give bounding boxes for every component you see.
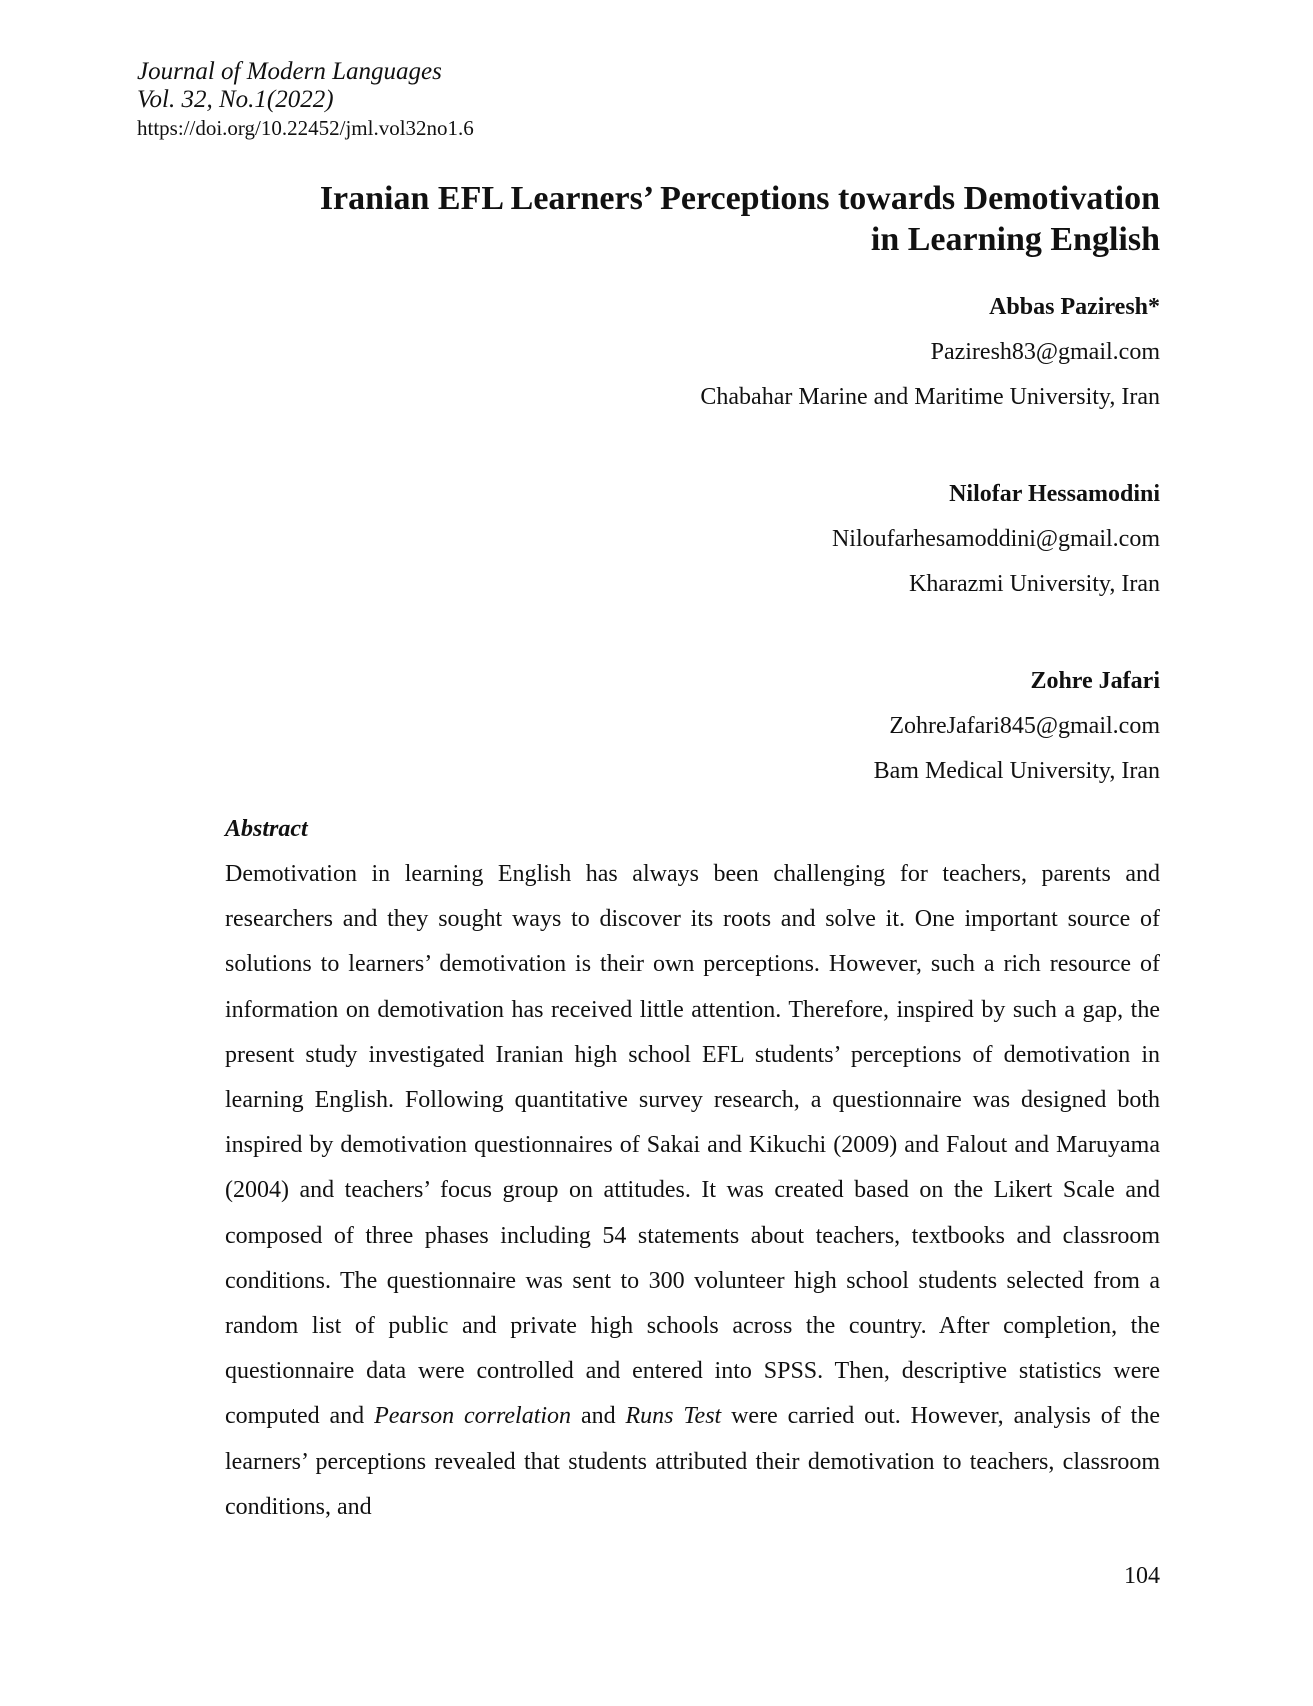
- author-block: [260, 285, 1160, 420]
- page-number: 104: [1124, 1563, 1160, 1589]
- author-affiliation: Bam Medical University, Iran: [873, 758, 1160, 784]
- abstract-text-part-2: and: [571, 1403, 626, 1430]
- journal-volume: Vol. 32, No.1(2022): [137, 86, 334, 113]
- author-name: Zohre Jafari: [1030, 668, 1160, 694]
- author-name: Abbas Paziresh*: [989, 294, 1160, 320]
- abstract-section: [225, 807, 1160, 1530]
- abstract-heading: Abstract: [225, 816, 308, 842]
- abstract-text-part-3: were carried out. However, analysis of the learners’ perceptions revealed that students attributed their demotivation to teachers, classroom conditions, and: [225, 1403, 1160, 1520]
- abstract-text-part-1: Demotivation in learning English has always been challenging for teachers, parents and researchers and they sought ways to discover its roots and solve it. One important source of solutions to learners’ demotivation is their own perceptions. However, such a rich resource of information on demotivation has received little attention. Therefore, inspired by such a gap, the present study investigated Iranian high school EFL students’ perceptions of demotivation in learning English. Following quantitative survey research, a questionnaire was designed both inspired by demotivation questionnaires of Sakai and Kikuchi (2009) and Falout and Maruyama (2004) and teachers’ focus group on attitudes. It was created based on the Likert Scale and composed of three phases including 54 statements about teachers, textbooks and classroom conditions. The questionnaire was sent to 300 volunteer high school students selected from a random list of public and private high schools across the country. After completion, the questionnaire data were controlled and entered into SPSS. Then, descriptive statistics were computed and: [225, 861, 1160, 1430]
- abstract-term-pearson: Pearson correlation: [374, 1403, 572, 1430]
- paper-title-line-2: in Learning English: [870, 221, 1160, 258]
- abstract-term-runs-test: Runs Test: [625, 1403, 722, 1430]
- author-email[interactable]: Paziresh83@gmail.com: [930, 339, 1160, 365]
- journal-name: Journal of Modern Languages: [137, 58, 442, 85]
- author-email[interactable]: Niloufarhesamoddini@gmail.com: [831, 526, 1160, 552]
- author-block: [260, 472, 1160, 607]
- doi-link[interactable]: https://doi.org/10.22452/jml.vol32no1.6: [137, 116, 474, 140]
- journal-header: [137, 58, 474, 142]
- paper-title-line-1: Iranian EFL Learners’ Perceptions towards Demotivation: [319, 180, 1160, 217]
- author-affiliation: Kharazmi University, Iran: [908, 571, 1160, 597]
- paper-title: [200, 178, 1160, 260]
- abstract-body: [225, 852, 1160, 1530]
- author-block: [260, 659, 1160, 794]
- author-name: Nilofar Hessamodini: [949, 481, 1160, 507]
- author-affiliation: Chabahar Marine and Maritime University, Iran: [700, 384, 1160, 410]
- author-email[interactable]: ZohreJafari845@gmail.com: [889, 713, 1160, 739]
- author-list: [260, 285, 1160, 846]
